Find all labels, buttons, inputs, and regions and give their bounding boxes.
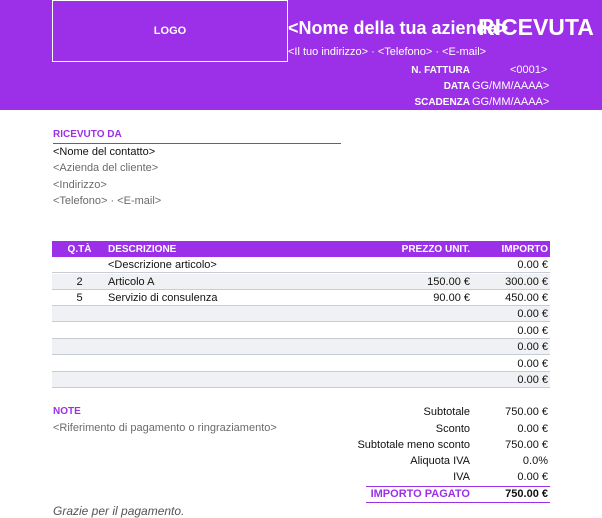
vat-label: IVA xyxy=(453,471,470,483)
row-qty: 2 xyxy=(76,276,83,288)
client-address: <Indirizzo> xyxy=(53,179,107,191)
row-amount: 0.00 € xyxy=(517,341,548,353)
date-value: GG/MM/AAAA> xyxy=(472,80,550,92)
row-amount: 0.00 € xyxy=(517,358,548,370)
due-date-label: SCADENZA xyxy=(414,97,470,108)
client-phone-email: <Telefono> · <E-mail> xyxy=(53,195,162,207)
header-amount: IMPORTO xyxy=(501,244,548,255)
row-unit-price: 150.00 € xyxy=(427,276,470,288)
row-amount: 0.00 € xyxy=(517,325,548,337)
discount-value: 0.00 € xyxy=(517,423,548,435)
contact-name: <Nome del contatto> xyxy=(53,146,156,158)
row-description: Servizio di consulenza xyxy=(108,292,218,304)
vat-value: 0.00 € xyxy=(517,471,548,483)
amount-paid-label: IMPORTO PAGATO xyxy=(370,488,470,500)
table-row xyxy=(52,257,550,273)
row-amount: 0.00 € xyxy=(517,308,548,320)
net-subtotal-row xyxy=(300,439,550,455)
table-row xyxy=(52,356,550,372)
vat-rate-row xyxy=(300,455,550,471)
header-unit-price: PREZZO UNIT. xyxy=(401,244,470,255)
client-company: <Azienda del cliente> xyxy=(53,162,159,174)
discount-label: Sconto xyxy=(435,423,470,435)
thank-you-note: Grazie per il pagamento. xyxy=(53,504,185,518)
row-description: <Descrizione articolo> xyxy=(108,259,217,271)
net-subtotal-value: 750.00 € xyxy=(505,439,548,451)
subtotal-label: Subtotale xyxy=(423,406,470,418)
discount-row xyxy=(300,423,550,439)
total-bottom-divider xyxy=(366,502,550,503)
notes-title: NOTE xyxy=(53,406,81,417)
date-label: DATA xyxy=(443,81,470,92)
received-from-divider xyxy=(53,143,341,144)
net-subtotal-label: Subtotale meno sconto xyxy=(357,439,470,451)
items-table-header xyxy=(52,241,550,257)
due-date-row xyxy=(360,96,550,110)
table-row xyxy=(52,274,550,290)
company-name: <Nome della tua azienda> xyxy=(288,18,509,38)
vat-row xyxy=(300,471,550,487)
amount-paid-value: 750.00 € xyxy=(505,488,548,500)
date-row xyxy=(360,80,550,94)
row-amount: 300.00 € xyxy=(505,276,548,288)
invoice-number-row xyxy=(360,64,550,78)
table-row xyxy=(52,339,550,355)
row-unit-price: 90.00 € xyxy=(433,292,470,304)
vat-rate-value: 0.0% xyxy=(522,455,548,467)
total-top-divider xyxy=(366,486,550,487)
table-row xyxy=(52,306,550,322)
row-amount: 450.00 € xyxy=(505,292,548,304)
row-amount: 0.00 € xyxy=(517,374,548,386)
table-row xyxy=(52,290,550,306)
logo-label: LOGO xyxy=(153,25,187,37)
receipt-header xyxy=(0,0,602,110)
document-title: RICEVUTA xyxy=(478,14,594,40)
due-date-value: GG/MM/AAAA> xyxy=(472,96,550,108)
logo-placeholder xyxy=(52,0,288,62)
notes-text: <Riferimento di pagamento o ringraziamento> xyxy=(53,422,277,434)
received-from-title: RICEVUTO DA xyxy=(53,129,122,140)
row-amount: 0.00 € xyxy=(517,259,548,271)
header-qty: Q.TÀ xyxy=(67,244,92,255)
header-description: DESCRIZIONE xyxy=(108,244,177,255)
vat-rate-label: Aliquota IVA xyxy=(410,455,470,467)
invoice-number-value: <0001> xyxy=(510,64,548,76)
table-row xyxy=(52,372,550,388)
invoice-number-label: N. FATTURA xyxy=(411,65,470,76)
table-row xyxy=(52,323,550,339)
company-contact-line: <Il tuo indirizzo> · <Telefono> · <E-mail> xyxy=(288,46,487,58)
subtotal-row xyxy=(300,406,550,422)
row-description: Articolo A xyxy=(108,276,155,288)
row-qty: 5 xyxy=(76,292,83,304)
subtotal-value: 750.00 € xyxy=(505,406,548,418)
